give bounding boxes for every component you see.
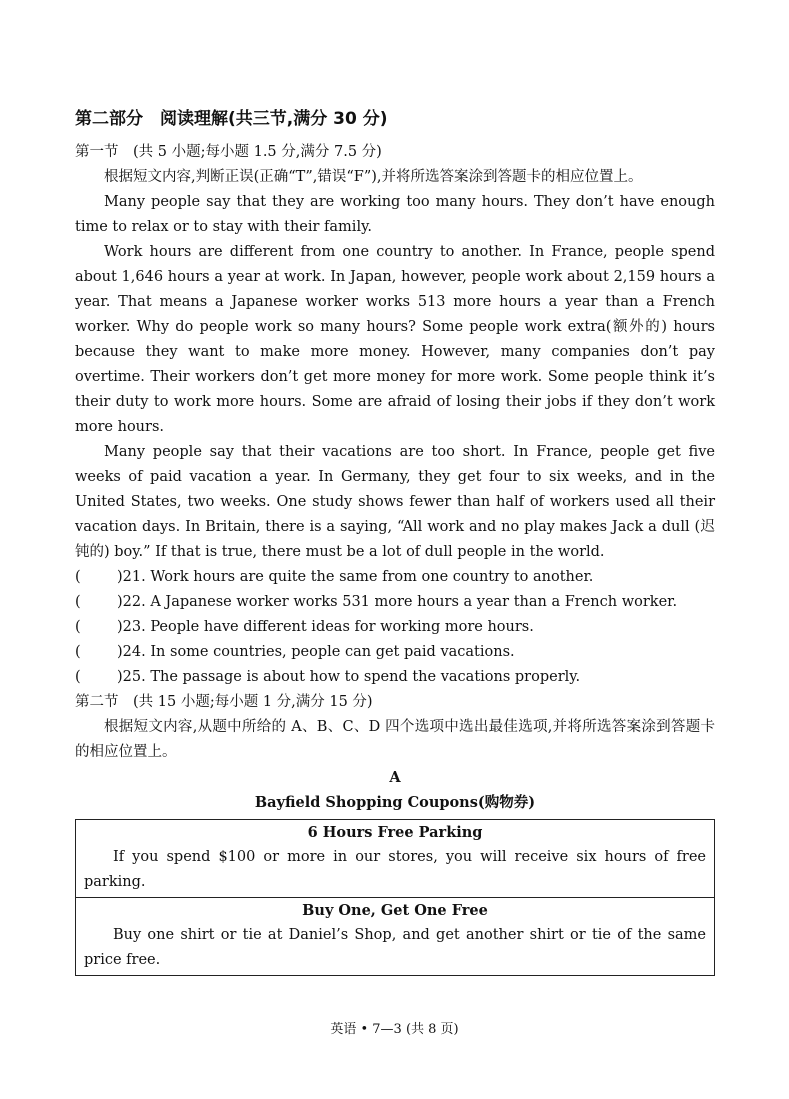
answer-blank[interactable]: ( xyxy=(75,644,81,660)
passage-label: A xyxy=(389,769,401,786)
coupon-text: Buy one shirt or tie at Daniel’s Shop, and get another shirt or tie of the same price free. xyxy=(84,927,706,968)
question-text: )22. A Japanese worker works 531 more hours a year than a French worker. xyxy=(117,594,678,610)
question-24 xyxy=(75,640,715,665)
section2-heading: 第二节 (共 15 小题;每小题 1 分,满分 15 分) xyxy=(75,694,373,710)
answer-blank[interactable]: ( xyxy=(75,594,81,610)
question-text: )25. The passage is about how to spend the vacations properly. xyxy=(117,669,581,685)
section1-instruction: 根据短文内容,判断正误(正确“T”,错误“F”),并将所选答案涂到答题卡的相应位置上。 xyxy=(104,169,643,185)
page-footer: 英语 • 7—3 (共 8 页) xyxy=(330,1022,459,1037)
part-title: 第二部分 阅读理解(共三节,满分 30 分) xyxy=(75,109,388,129)
coupon-text: If you spend $100 or more in our stores, you will receive six hours of free parking. xyxy=(84,849,706,890)
question-23 xyxy=(75,615,715,640)
passage-paragraph: Work hours are different from one country to another. In France, people spend about 1,646 hours a year at work. In Japan, however, people work about 2,159 hours a year. That means a Japanese worker works 513 more hours a year than a French worker. Why do people work so many hours? Some people work extra(额外的) hours because they want to make more money. However, many companies don’t pay overtime. Their workers don’t get more money for more work. Some people think it’s their duty to work more hours. Some are afraid of losing their jobs if they don’t work more hours. xyxy=(75,244,715,435)
question-22 xyxy=(75,590,715,615)
section1-heading: 第一节 (共 5 小题;每小题 1.5 分,满分 7.5 分) xyxy=(75,144,382,160)
passage-title: Bayfield Shopping Coupons(购物券) xyxy=(254,794,536,811)
answer-blank[interactable]: ( xyxy=(75,569,81,585)
answer-blank[interactable]: ( xyxy=(75,669,81,685)
coupon xyxy=(76,897,714,975)
page-content xyxy=(75,104,715,976)
question-text: )24. In some countries, people can get paid vacations. xyxy=(117,644,515,660)
question-text: )21. Work hours are quite the same from one country to another. xyxy=(117,569,594,585)
question-25 xyxy=(75,665,715,690)
coupon-title: Buy One, Get One Free xyxy=(302,902,488,919)
coupon xyxy=(76,820,714,897)
passage-paragraph: Many people say that their vacations are too short. In France, people get five weeks of paid vacation a year. In Germany, they get four to six weeks, and in the United States, two weeks. One study shows fewer than half of workers used all their vacation days. In Britain, there is a saying, “All work and no play makes Jack a dull (迟钝的) boy.” If that is true, there must be a lot of dull people in the world. xyxy=(75,444,715,560)
answer-blank[interactable]: ( xyxy=(75,619,81,635)
question-21 xyxy=(75,565,715,590)
section2-instruction: 根据短文内容,从题中所给的 A、B、C、D 四个选项中选出最佳选项,并将所选答案涂到答题卡的相应位置上。 xyxy=(75,719,715,760)
coupon-title: 6 Hours Free Parking xyxy=(307,824,483,841)
coupon-table xyxy=(75,819,715,976)
question-text: )23. People have different ideas for working more hours. xyxy=(117,619,534,635)
passage-paragraph: Many people say that they are working too many hours. They don’t have enough time to relax or to stay with their family. xyxy=(75,194,715,235)
